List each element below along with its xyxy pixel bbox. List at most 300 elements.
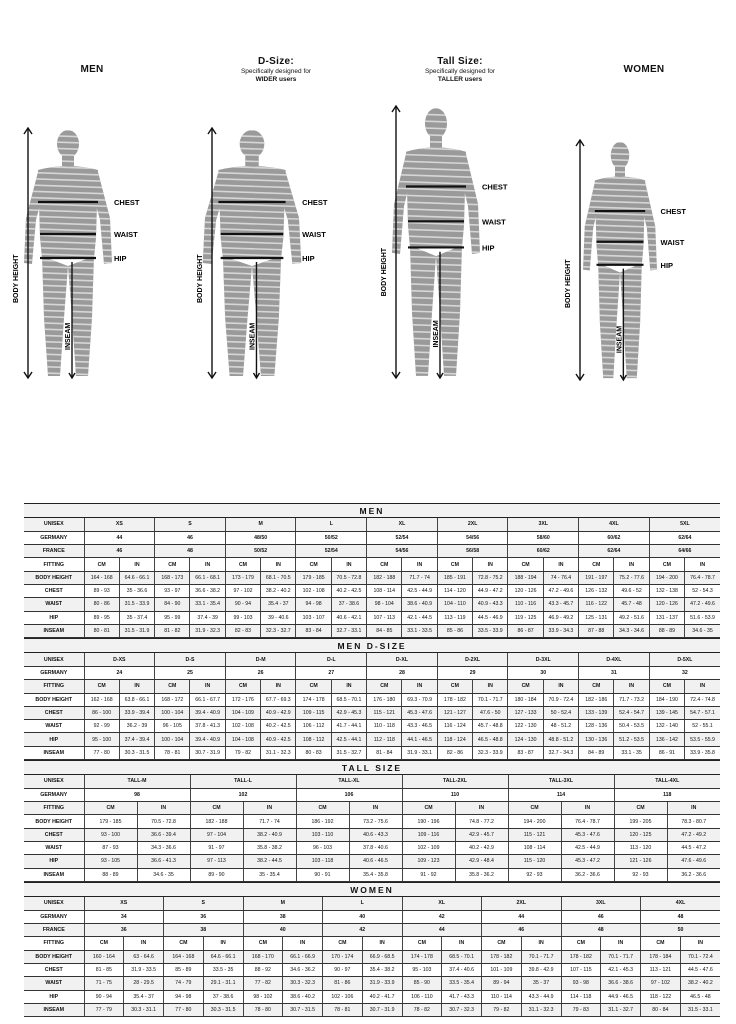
table-cell: 112 - 118	[367, 733, 402, 746]
table-cell: 128 - 136	[579, 720, 614, 733]
table-cell: 37.4 - 39	[190, 611, 225, 624]
table-cell: 80 - 86	[84, 598, 119, 611]
table-row	[24, 733, 720, 746]
table-cell: 75.2 - 77.6	[614, 571, 649, 584]
table-cell: 50.4 - 53.5	[614, 720, 649, 733]
row-label: GERMANY	[24, 531, 84, 544]
table-cell: CM	[402, 937, 442, 950]
table-cell: 109 - 123	[402, 855, 455, 868]
table-cell: 93 - 100	[84, 828, 137, 841]
table-cell: 84 - 90	[155, 598, 190, 611]
table-cell: 35.4 - 38.2	[362, 963, 402, 976]
table-cell: 178 - 184	[641, 950, 681, 963]
row-label: GERMANY	[24, 910, 84, 923]
table-cell: 73.2 - 75.6	[349, 815, 402, 828]
table-cell: 42.9 - 48.4	[455, 855, 508, 868]
table-cell: 36.2 - 36.6	[667, 868, 720, 881]
hip-label: HIP	[482, 243, 495, 253]
table-cell: CM	[225, 558, 260, 571]
table-cell: 100 - 104	[155, 733, 190, 746]
table-cell: IN	[543, 558, 578, 571]
table-cell: 46	[482, 924, 562, 937]
table-cell: 31.5 - 33.9	[119, 598, 154, 611]
table-row	[24, 842, 720, 855]
table-cell: IN	[442, 937, 482, 950]
row-label: FITTING	[24, 802, 84, 815]
table-cell: CM	[164, 937, 204, 950]
table-cell: 40.6 - 43.3	[349, 828, 402, 841]
table-cell: CM	[437, 558, 472, 571]
size-table	[24, 518, 720, 638]
table-cell: 95 - 99	[155, 611, 190, 624]
table-cell: 30.3 - 32.3	[283, 977, 323, 990]
table-cell: TALL-2XL	[402, 775, 508, 788]
table-cell: 139 - 145	[649, 706, 684, 719]
table-cell: 44.5 - 47.6	[680, 963, 720, 976]
table-cell: 103 - 118	[296, 855, 349, 868]
body-height-label: BODY HEIGHT	[381, 247, 388, 297]
table-cell: CM	[579, 680, 614, 693]
table-cell: 106 - 110	[402, 990, 442, 1003]
table-cell: 39.8 - 42.9	[521, 963, 561, 976]
table-cell: 50/52	[296, 531, 367, 544]
table-cell: 31.9 - 33.9	[362, 977, 402, 990]
table-cell: IN	[190, 680, 225, 693]
table-cell: 172 - 176	[225, 693, 260, 706]
table-cell: S	[164, 897, 244, 910]
table-cell: 31.9 - 33.5	[124, 963, 164, 976]
row-label: WAIST	[24, 842, 84, 855]
table-cell: 82 - 86	[437, 746, 472, 759]
table-row	[24, 963, 720, 976]
chest-label: CHEST	[482, 182, 508, 192]
table-cell: 79 - 83	[561, 1003, 601, 1016]
row-label: CHEST	[24, 706, 84, 719]
table-cell: 42.9 - 45.7	[455, 828, 508, 841]
table-cell: 68.1 - 70.5	[261, 571, 296, 584]
table-cell: 43.3 - 46.5	[402, 720, 437, 733]
table-cell: 90 - 91	[296, 868, 349, 881]
table-row	[24, 910, 720, 923]
table-cell: TALL-M	[84, 775, 190, 788]
table-cell: 50/52	[225, 545, 296, 558]
table-cell: 77 - 80	[164, 1003, 204, 1016]
table-cell: 78 - 82	[402, 1003, 442, 1016]
table-cell: 86 - 100	[84, 706, 119, 719]
table-cell: CM	[155, 558, 190, 571]
table-cell: 106	[296, 788, 402, 801]
table-cell: 45.3 - 47.2	[561, 855, 614, 868]
table-cell: 30.3 - 31.1	[124, 1003, 164, 1016]
table-cell: L	[323, 897, 403, 910]
table-cell: 36.6 - 38.6	[601, 977, 641, 990]
table-cell: CM	[367, 558, 402, 571]
table-cell: 102 - 108	[296, 584, 331, 597]
body-height-label: BODY HEIGHT	[197, 254, 204, 303]
figure-title: Tall Size:	[437, 56, 483, 67]
table-row	[24, 990, 720, 1003]
table-cell: 49.6 - 52	[614, 584, 649, 597]
table-cell: 113 - 121	[641, 963, 681, 976]
row-label: UNISEX	[24, 897, 84, 910]
table-cell: 34.6 - 36.2	[283, 963, 323, 976]
table-cell: 164 - 168	[164, 950, 204, 963]
body-figure-2	[184, 0, 368, 400]
table-row	[24, 855, 720, 868]
table-cell: 32.3 - 33.9	[473, 746, 508, 759]
table-cell: 37 - 38.6	[203, 990, 243, 1003]
table-cell: 132 - 138	[649, 584, 684, 597]
table-cell: 31.9 - 32.3	[190, 624, 225, 637]
table-cell: 80 - 83	[296, 746, 331, 759]
table-row	[24, 584, 720, 597]
table-cell: 70.5 - 72.8	[331, 571, 366, 584]
table-cell: 92 - 99	[84, 720, 119, 733]
table-row	[24, 746, 720, 759]
table-row	[24, 558, 720, 571]
table-cell: 66.1 - 67.7	[190, 693, 225, 706]
figure-subtitle: TALLER users	[437, 76, 483, 83]
table-cell: 35 - 37.4	[119, 611, 154, 624]
table-cell: 77 - 80	[84, 746, 119, 759]
table-cell: IN	[614, 680, 649, 693]
figure-title: WOMEN	[623, 64, 665, 75]
table-cell: 74.8 - 77.2	[455, 815, 508, 828]
table-cell: 40.9 - 43.3	[473, 598, 508, 611]
table-row	[24, 815, 720, 828]
table-cell: 77 - 79	[84, 1003, 124, 1016]
table-cell: IN	[614, 558, 649, 571]
table-cell: 52 - 54.3	[685, 584, 720, 597]
table-cell: 48 - 51.2	[543, 720, 578, 733]
table-cell: 66.1 - 68.1	[190, 571, 225, 584]
table-row	[24, 680, 720, 693]
table-cell: CM	[243, 937, 283, 950]
table-cell: 40.6 - 46.5	[349, 855, 402, 868]
table-cell: 46	[155, 531, 226, 544]
table-cell: 37.8 - 40.6	[349, 842, 402, 855]
table-cell: 184 - 190	[649, 693, 684, 706]
table-cell: 63 - 64.6	[124, 950, 164, 963]
table-cell: S	[155, 518, 226, 531]
table-cell: 54/56	[367, 545, 438, 558]
table-cell: 36.6 - 39.4	[137, 828, 190, 841]
table-cell: IN	[543, 680, 578, 693]
table-cell: 37.4 - 39.4	[119, 733, 154, 746]
row-label: HIP	[24, 611, 84, 624]
table-cell: 31.9 - 33.1	[402, 746, 437, 759]
table-cell: 38.2 - 40.9	[243, 828, 296, 841]
table-cell: 31.5 - 33.1	[680, 1003, 720, 1016]
table-cell: 178 - 182	[437, 693, 472, 706]
row-label: CHEST	[24, 584, 84, 597]
table-cell: 62/64	[649, 531, 720, 544]
table-cell: 64.6 - 66.1	[203, 950, 243, 963]
table-cell: 95 - 103	[402, 963, 442, 976]
table-cell: M	[225, 518, 296, 531]
table-cell: 31.1 - 32.7	[601, 1003, 641, 1016]
table-cell: 125 - 131	[579, 611, 614, 624]
table-cell: 48	[155, 545, 226, 558]
table-cell: 42.9 - 45.3	[331, 706, 366, 719]
table-cell: 72.8 - 75.2	[473, 571, 508, 584]
table-cell: 168 - 170	[243, 950, 283, 963]
table-cell: 27	[296, 666, 367, 679]
size-table	[24, 653, 720, 760]
table-cell: 97 - 113	[190, 855, 243, 868]
inseam-label: INSEAM	[616, 325, 624, 354]
table-cell: 173 - 179	[225, 571, 260, 584]
table-cell: 39.4 - 40.9	[190, 733, 225, 746]
table-cell: 52/54	[296, 545, 367, 558]
table-cell: 45.7 - 48.8	[473, 720, 508, 733]
table-cell: 86 - 91	[649, 746, 684, 759]
table-row	[24, 897, 720, 910]
table-cell: IN	[601, 937, 641, 950]
table-cell: 48	[561, 924, 641, 937]
table-cell: 44.5 - 47.2	[667, 842, 720, 855]
table-cell: 174 - 178	[402, 950, 442, 963]
table-cell: 47.6 - 49.6	[667, 855, 720, 868]
table-cell: 98	[84, 788, 190, 801]
table-cell: 30.3 - 31.5	[203, 1003, 243, 1016]
table-cell: 30.7 - 31.5	[283, 1003, 323, 1016]
waist-label: WAIST	[302, 230, 326, 239]
row-label: UNISEX	[24, 653, 84, 666]
table-cell: 85 - 89	[164, 963, 204, 976]
table-cell: IN	[473, 558, 508, 571]
table-cell: 79 - 82	[225, 746, 260, 759]
table-cell: 68.5 - 70.1	[442, 950, 482, 963]
table-cell: 54/56	[437, 531, 508, 544]
table-cell: 33.1 - 33.5	[402, 624, 437, 637]
table-cell: 70.1 - 71.7	[601, 950, 641, 963]
table-row	[24, 571, 720, 584]
table-cell: CM	[155, 680, 190, 693]
row-label: UNISEX	[24, 775, 84, 788]
table-cell: 108 - 112	[296, 733, 331, 746]
table-cell: 131 - 137	[649, 611, 684, 624]
table-row	[24, 653, 720, 666]
table-cell: CM	[482, 937, 522, 950]
table-cell: 35 - 36.6	[119, 584, 154, 597]
figure-title: D-Size:	[258, 56, 294, 67]
table-cell: 52.4 - 54.7	[614, 706, 649, 719]
table-cell: 96 - 103	[296, 842, 349, 855]
table-cell: D-XS	[84, 653, 155, 666]
table-cell: IN	[119, 680, 154, 693]
table-cell: 46	[84, 545, 155, 558]
table-title: WOMEN	[24, 882, 720, 897]
table-cell: M	[243, 897, 323, 910]
table-cell: 42.5 - 44.9	[561, 842, 614, 855]
table-row	[24, 1003, 720, 1016]
size-table	[24, 775, 720, 882]
table-cell: 34.3 - 34.6	[614, 624, 649, 637]
table-row	[24, 828, 720, 841]
table-cell: 113 - 119	[437, 611, 472, 624]
table-cell: 114 - 120	[437, 584, 472, 597]
table-cell: 46.5 - 48.8	[473, 733, 508, 746]
table-cell: 114	[508, 788, 614, 801]
table-row	[24, 611, 720, 624]
table-cell: 47.2 - 49.6	[543, 584, 578, 597]
table-cell: 45.7 - 48	[614, 598, 649, 611]
table-cell: 40.9 - 42.9	[261, 706, 296, 719]
table-cell: 33.1 - 35	[614, 746, 649, 759]
table-cell: 115 - 121	[367, 706, 402, 719]
table-cell: 29.1 - 31.1	[203, 977, 243, 990]
row-label: WAIST	[24, 598, 84, 611]
table-cell: CM	[579, 558, 614, 571]
table-cell: 39 - 40.6	[261, 611, 296, 624]
row-label: INSEAM	[24, 624, 84, 637]
table-cell: 86 - 87	[508, 624, 543, 637]
table-cell: 43.3 - 45.7	[543, 598, 578, 611]
table-cell: 103 - 107	[296, 611, 331, 624]
table-cell: 115 - 120	[508, 855, 561, 868]
table-cell: CM	[296, 558, 331, 571]
table-cell: 51.2 - 53.5	[614, 733, 649, 746]
table-cell: 164 - 168	[84, 571, 119, 584]
table-cell: 42.5 - 44.9	[402, 584, 437, 597]
table-cell: 36	[164, 910, 244, 923]
table-cell: 37 - 38.6	[331, 598, 366, 611]
table-cell: 87 - 88	[579, 624, 614, 637]
table-cell: 110 - 118	[367, 720, 402, 733]
table-cell: IN	[521, 937, 561, 950]
table-cell: 4XL	[579, 518, 650, 531]
table-cell: CM	[296, 680, 331, 693]
table-cell: 31	[579, 666, 650, 679]
table-cell: 89 - 95	[84, 611, 119, 624]
table-cell: 104 - 109	[225, 706, 260, 719]
figure-subtitle: Specifically designed for	[424, 68, 496, 75]
table-cell: 194 - 200	[508, 815, 561, 828]
table-cell: CM	[641, 937, 681, 950]
table-cell: 25	[155, 666, 226, 679]
table-cell: 84 - 85	[367, 624, 402, 637]
table-cell: 93 - 98	[561, 977, 601, 990]
body-height-label: BODY HEIGHT	[565, 259, 572, 308]
figure-title: MEN	[80, 64, 104, 75]
table-cell: 26	[225, 666, 296, 679]
hip-label: HIP	[302, 254, 315, 263]
table-cell: 44.5 - 46.9	[473, 611, 508, 624]
table-row	[24, 693, 720, 706]
table-cell: 52/54	[367, 531, 438, 544]
table-cell: 85 - 90	[402, 977, 442, 990]
table-cell: IN	[261, 680, 296, 693]
table-cell: 72.4 - 74.8	[685, 693, 720, 706]
table-cell: IN	[402, 680, 437, 693]
row-label: GERMANY	[24, 788, 84, 801]
table-cell: 118 - 124	[437, 733, 472, 746]
row-label: BODY HEIGHT	[24, 693, 84, 706]
table-cell: 63.8 - 66.1	[119, 693, 154, 706]
table-cell: 36.2 - 36.6	[561, 868, 614, 881]
table-cell: 102 - 109	[402, 842, 455, 855]
table-cell: 44	[84, 531, 155, 544]
inseam-label: INSEAM	[249, 322, 257, 350]
table-cell: 39.4 - 40.9	[190, 706, 225, 719]
table-cell: 40.6 - 42.1	[331, 611, 366, 624]
table-cell: 3XL	[561, 897, 641, 910]
table-cell: 119 - 125	[508, 611, 543, 624]
table-cell: 71.7 - 74	[243, 815, 296, 828]
hip-label: HIP	[660, 260, 674, 270]
table-cell: 67.7 - 69.3	[261, 693, 296, 706]
table-cell: 94 - 98	[164, 990, 204, 1003]
table-cell: 42	[402, 910, 482, 923]
table-cell: L	[296, 518, 367, 531]
table-cell: 104 - 108	[225, 733, 260, 746]
table-cell: TALL-4XL	[614, 775, 720, 788]
table-cell: XS	[84, 518, 155, 531]
table-cell: 42.1 - 45.3	[601, 963, 641, 976]
row-label: HIP	[24, 990, 84, 1003]
table-cell: 199 - 205	[614, 815, 667, 828]
table-cell: IN	[667, 802, 720, 815]
table-cell: 71.7 - 74	[402, 571, 437, 584]
table-cell: 88 - 89	[649, 624, 684, 637]
table-cell: 58/60	[508, 531, 579, 544]
table-cell: 81 - 85	[84, 963, 124, 976]
table-cell: 44.9 - 47.2	[473, 584, 508, 597]
table-cell: 110 - 116	[508, 598, 543, 611]
table-cell: 2XL	[437, 518, 508, 531]
table-cell: 31.5 - 31.9	[119, 624, 154, 637]
table-cell: 182 - 186	[579, 693, 614, 706]
table-cell: 41.7 - 44.1	[331, 720, 366, 733]
table-cell: 31.1 - 32.3	[521, 1003, 561, 1016]
table-cell: CM	[508, 558, 543, 571]
table-cell: 2XL	[482, 897, 562, 910]
table-cell: IN	[473, 680, 508, 693]
figure-subtitle: WIDER users	[255, 76, 297, 83]
table-cell: 35.4 - 37	[261, 598, 296, 611]
table-cell: 85 - 86	[437, 624, 472, 637]
table-cell: 62/64	[579, 545, 650, 558]
table-cell: CM	[225, 680, 260, 693]
table-cell: 71.7 - 73.2	[614, 693, 649, 706]
waist-label: WAIST	[482, 217, 506, 227]
row-label: FITTING	[24, 937, 84, 950]
table-cell: 93 - 97	[155, 584, 190, 597]
table-cell: 90 - 94	[84, 990, 124, 1003]
table-cell: 5XL	[649, 518, 720, 531]
table-cell: 30.7 - 32.3	[442, 1003, 482, 1016]
table-cell: 122 - 130	[508, 720, 543, 733]
table-cell: 160 - 164	[84, 950, 124, 963]
inseam-label: INSEAM	[433, 320, 440, 348]
row-label: CHEST	[24, 828, 84, 841]
table-cell: 116 - 124	[437, 720, 472, 733]
table-cell: 35 - 35.4	[243, 868, 296, 881]
table-cell: 179 - 185	[296, 571, 331, 584]
table-cell: 30.7 - 31.9	[190, 746, 225, 759]
table-cell: 33.1 - 35.4	[190, 598, 225, 611]
table-cell: 91 - 92	[402, 868, 455, 881]
table-cell: CM	[508, 680, 543, 693]
table-cell: 43.3 - 44.9	[521, 990, 561, 1003]
table-cell: 103 - 110	[296, 828, 349, 841]
table-cell: 98 - 104	[367, 598, 402, 611]
table-cell: 74 - 79	[164, 977, 204, 990]
table-cell: D-XL	[367, 653, 438, 666]
table-cell: XL	[402, 897, 482, 910]
table-cell: 32	[649, 666, 720, 679]
